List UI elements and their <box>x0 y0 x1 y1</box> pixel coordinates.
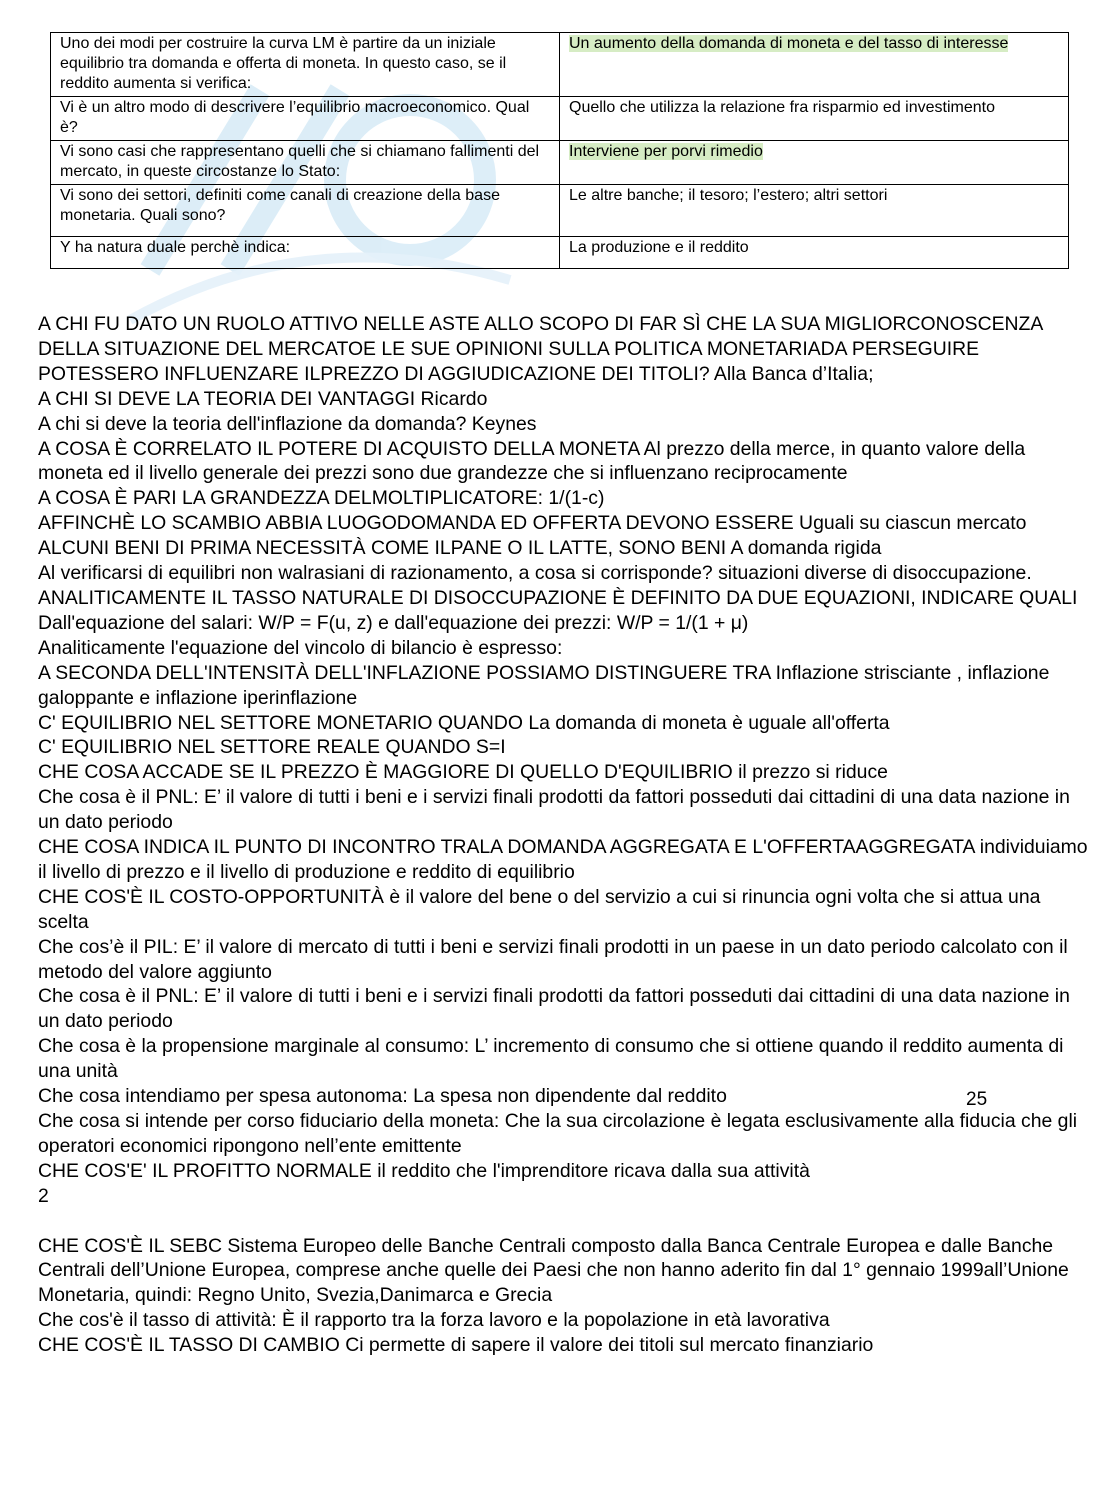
paragraph: ALCUNI BENI DI PRIMA NECESSITÀ COME ILPANE O IL LATTE, SONO BENI A domanda rigida <box>38 537 882 560</box>
paragraph: CHE COS'È IL COSTO-OPPORTUNITÀ è il valore del bene o del servizio a cui si rinuncia ogni volta che si attua una scelta <box>38 885 1041 933</box>
answer-text: La produzione e il reddito <box>569 239 749 256</box>
answer-cell <box>560 33 1069 97</box>
paragraph: ANALITICAMENTE IL TASSO NATURALE DI DISOCCUPAZIONE È DEFINITO DA DUE EQUAZIONI, INDICARE QUALI Dall'equazione del salari: W/P = F(u, z) e dall'equazione dei prezzi: W/P = 1/(1 + μ) <box>38 586 1078 634</box>
paragraph: A CHI SI DEVE LA TEORIA DEI VANTAGGI Ricardo <box>38 387 488 410</box>
paragraph: CHE COSA ACCADE SE IL PREZZO È MAGGIORE DI QUELLO D'EQUILIBRIO il prezzo si riduce <box>38 761 888 784</box>
paragraph: C' EQUILIBRIO NEL SETTORE MONETARIO QUANDO La domanda di moneta è uguale all'offerta <box>38 711 890 734</box>
paragraph: Che cosa è il PNL: E’ il valore di tutti i beni e i servizi finali prodotti da fattori posseduti dai cittadini di una data nazione in un dato periodo <box>38 786 1070 834</box>
paragraph: A SECONDA DELL'INTENSITÀ DELL'INFLAZIONE POSSIAMO DISTINGUERE TRA Inflazione strisciante , inflazione galoppante e inflazione iperinflazione <box>38 661 1050 709</box>
qa-table <box>50 32 1069 269</box>
paragraph: 2 <box>38 1184 49 1207</box>
paragraph: Al verificarsi di equilibri non walrasiani di razionamento, a cosa si corrisponde? situazioni diverse di disoccupazione. <box>38 562 1032 585</box>
paragraph: AFFINCHÈ LO SCAMBIO ABBIA LUOGODOMANDA ED OFFERTA DEVONO ESSERE Uguali su ciascun mercato <box>38 512 1027 535</box>
document-body <box>38 312 1088 1358</box>
paragraph: Che cos’è il PIL: E’ il valore di mercato di tutti i beni e servizi finali prodotti in un paese in un dato periodo calcolato con il metodo del valore aggiunto <box>38 935 1068 983</box>
question-text: Vi è un altro modo di descrivere l’equilibrio macroeconomico. Qual è? <box>60 99 530 136</box>
table-row <box>51 97 1069 141</box>
answer-text: Un aumento della domanda di moneta e del tasso di interesse <box>569 35 1009 52</box>
paragraph: Che cosa è la propensione marginale al consumo: L’ incremento di consumo che si ottiene quando il reddito aumenta di una unità <box>38 1035 1064 1083</box>
question-cell <box>51 97 560 141</box>
answer-text: Quello che utilizza la relazione fra risparmio ed investimento <box>569 99 995 116</box>
question-cell <box>51 237 560 269</box>
paragraph-gap <box>38 1209 1088 1234</box>
question-text: Vi sono casi che rappresentano quelli che si chiamano fallimenti del mercato, in queste circostanze lo Stato: <box>60 143 540 180</box>
answer-cell <box>560 97 1069 141</box>
question-text: Y ha natura duale perchè indica: <box>60 239 291 256</box>
paragraph: C' EQUILIBRIO NEL SETTORE REALE QUANDO S=I <box>38 736 506 759</box>
paragraph: A COSA È CORRELATO IL POTERE DI ACQUISTO DELLA MONETA Al prezzo della merce, in quanto valore della moneta ed il livello generale dei prezzi sono due grandezze che si influenzano reciprocamente <box>38 437 1026 485</box>
table-row <box>51 185 1069 237</box>
question-cell <box>51 141 560 185</box>
paragraph: Analiticamente l'equazione del vincolo di bilancio è espresso: <box>38 636 563 659</box>
paragraph: A chi si deve la teoria dell'inflazione da domanda? Keynes <box>38 412 537 435</box>
question-cell <box>51 33 560 97</box>
question-text: Vi sono dei settori, definiti come canali di creazione della base monetaria. Quali sono? <box>60 187 500 224</box>
paragraph: CHE COS'E' IL PROFITTO NORMALE il reddito che l'imprenditore ricava dalla sua attività <box>38 1159 810 1182</box>
page-number: 25 <box>966 1089 988 1110</box>
paragraph: CHE COS'È IL TASSO DI CAMBIO Ci permette di sapere il valore dei titoli sul mercato finanziario <box>38 1334 874 1357</box>
table-row <box>51 33 1069 97</box>
answer-cell <box>560 185 1069 237</box>
paragraph: CHE COS'È IL SEBC Sistema Europeo delle Banche Centrali composto dalla Banca Centrale Europea e dalle Banche Centrali dell’Unione Europea, comprese anche quelle dei Paesi che non hanno aderito fin dal 1° gennaio 1999all’Unione Monetaria, quindi: Regno Unito, Svezia,Danimarca e Grecia <box>38 1234 1069 1307</box>
paragraph: Che cos'è il tasso di attività: È il rapporto tra la forza lavoro e la popolazione in età lavorativa <box>38 1309 830 1332</box>
paragraph: A COSA È PARI LA GRANDEZZA DELMOLTIPLICATORE: 1/(1-c) <box>38 487 605 510</box>
paragraph: Che cosa si intende per corso fiduciario della moneta: Che la sua circolazione è legata esclusivamente alla fiducia che gli operatori economici ripongono nell’ente emittente <box>38 1110 1078 1157</box>
table-row <box>51 141 1069 185</box>
paragraph: A CHI FU DATO UN RUOLO ATTIVO NELLE ASTE ALLO SCOPO DI FAR SÌ CHE LA SUA MIGLIORCONOSCENZA DELLA SITUAZIONE DEL MERCATOE LE SUE OPINIONI SULLA POLITICA MONETARIADA PERSEGUIRE POTESSERO INFLUENZARE ILPREZZO DI AGGIUDICAZIONE DEI TITOLI? Alla Banca d’Italia; <box>38 313 1043 385</box>
table-row <box>51 237 1069 269</box>
question-text: Uno dei modi per costruire la curva LM è partire da un iniziale equilibrio tra domanda e offerta di moneta. In questo caso, se il reddito aumenta si verifica: <box>60 35 507 92</box>
answer-cell <box>560 237 1069 269</box>
paragraph: CHE COSA INDICA IL PUNTO DI INCONTRO TRALA DOMANDA AGGREGATA E L'OFFERTAAGGREGATA individuiamo il livello di prezzo e il livello di produzione e reddito di equilibrio <box>38 836 1088 883</box>
paragraph: Che cosa intendiamo per spesa autonoma: La spesa non dipendente dal reddito <box>38 1085 727 1108</box>
answer-cell <box>560 141 1069 185</box>
answer-text: Interviene per porvi rimedio <box>569 143 763 160</box>
question-cell <box>51 185 560 237</box>
paragraph: Che cosa è il PNL: E’ il valore di tutti i beni e i servizi finali prodotti da fattori posseduti dai cittadini di una data nazione in un dato periodo <box>38 985 1070 1033</box>
answer-text: Le altre banche; il tesoro; l’estero; altri settori <box>569 187 888 204</box>
